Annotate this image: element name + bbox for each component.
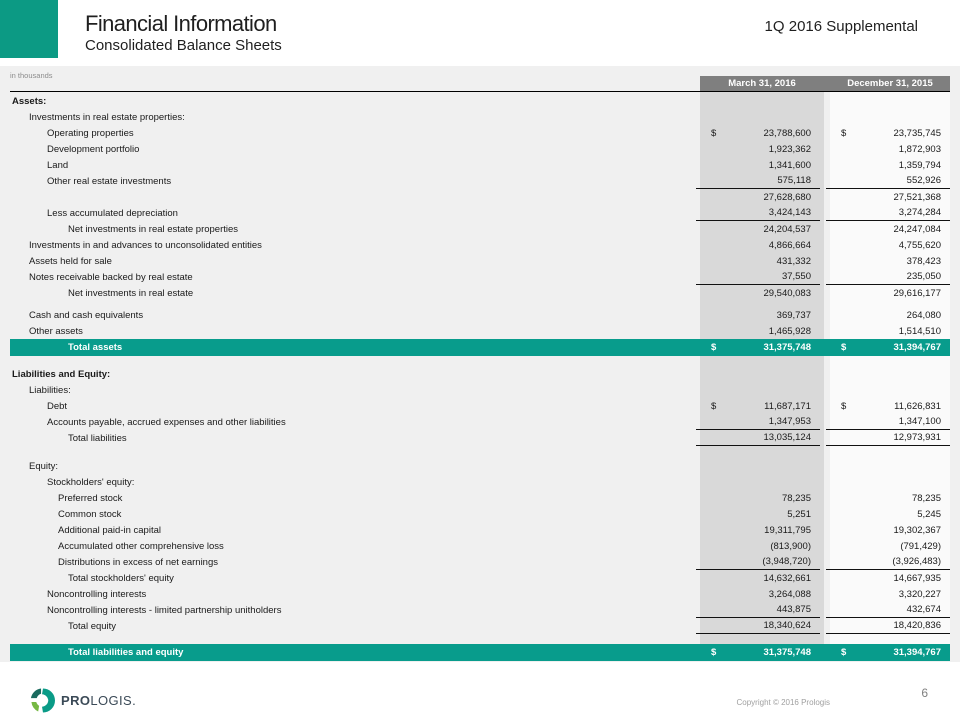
row-label: Other real estate investments (47, 175, 172, 187)
cell-amount: 3,424,143 (768, 207, 811, 218)
value-cell (696, 237, 820, 253)
value-cell (696, 307, 820, 323)
value-cell (696, 554, 820, 570)
value-cell (696, 430, 820, 446)
row-label: Net investments in real estate (68, 287, 194, 299)
value-cell (696, 602, 820, 618)
cell-amount: 1,341,600 (768, 159, 811, 171)
table-row (10, 602, 950, 618)
table-row (10, 398, 950, 414)
row-label: Development portfolio (47, 143, 140, 155)
value-cell (696, 398, 820, 414)
cell-amount: 1,872,903 (898, 143, 941, 155)
row-label: Accumulated other comprehensive loss (58, 540, 224, 552)
cell-amount: 3,320,227 (898, 588, 941, 600)
cell-amount: 235,050 (906, 271, 941, 282)
row-label: Total liabilities and equity (68, 647, 184, 658)
cell-amount: 4,755,620 (898, 239, 941, 251)
cell-amount: (791,429) (900, 540, 941, 552)
value-cell (826, 644, 950, 661)
value-cell (696, 323, 820, 339)
value-cell (696, 538, 820, 554)
row-label: Debt (47, 400, 68, 412)
prologis-logo-text (61, 693, 136, 708)
table-row (10, 366, 950, 382)
balance-sheet-table (0, 66, 960, 662)
value-cell (826, 506, 950, 522)
value-cell (826, 474, 950, 490)
value-cell (696, 285, 820, 301)
cell-amount: 11,687,171 (764, 400, 811, 412)
table-row (10, 618, 950, 634)
cell-amount: 3,274,284 (898, 207, 941, 218)
table-row (10, 141, 950, 157)
value-cell (696, 586, 820, 602)
cell-amount: 11,626,831 (894, 400, 941, 412)
value-cell (696, 474, 820, 490)
row-label: Total liabilities (68, 432, 127, 444)
value-cell (826, 157, 950, 173)
cell-amount: 3,264,088 (768, 588, 811, 600)
table-rows (10, 93, 950, 661)
table-row (10, 490, 950, 506)
cell-amount: 78,235 (781, 492, 811, 504)
value-cell (696, 221, 820, 237)
value-cell (826, 141, 950, 157)
value-cell (696, 269, 820, 285)
cell-amount: 552,926 (906, 175, 941, 186)
value-cell (826, 189, 950, 205)
cell-amount: 14,667,935 (893, 572, 941, 584)
currency-symbol: $ (711, 647, 717, 658)
cell-amount: 24,247,084 (893, 223, 941, 235)
table-row (10, 307, 950, 323)
cell-amount: 432,674 (906, 604, 941, 615)
value-cell (696, 141, 820, 157)
value-cell (696, 618, 820, 634)
copyright-text: Copyright © 2016 Prologis (736, 698, 830, 707)
currency-symbol: $ (841, 342, 847, 353)
column-header-march: March 31, 2016 (728, 78, 796, 89)
cell-amount: 1,514,510 (898, 325, 941, 337)
value-cell (696, 570, 820, 586)
row-label: Less accumulated depreciation (47, 207, 178, 219)
cell-amount: 18,420,836 (893, 620, 941, 631)
cell-amount: 19,302,367 (893, 524, 941, 536)
cell-amount: 1,923,362 (768, 143, 811, 155)
value-cell (826, 285, 950, 301)
table-row (10, 125, 950, 141)
row-label: Liabilities: (29, 384, 71, 396)
value-cell (696, 205, 820, 221)
cell-amount: 5,251 (787, 508, 811, 520)
row-label: Total stockholders' equity (68, 572, 174, 584)
cell-amount: 27,521,368 (893, 191, 941, 203)
value-cell (826, 269, 950, 285)
value-cell (696, 506, 820, 522)
value-cell (826, 307, 950, 323)
value-cell (826, 490, 950, 506)
cell-amount: 31,375,748 (763, 647, 811, 658)
table-row (10, 382, 950, 398)
row-label: Stockholders' equity: (47, 476, 135, 488)
value-cell (826, 414, 950, 430)
value-cell (826, 586, 950, 602)
cell-amount: 1,359,794 (898, 159, 941, 171)
value-cell (696, 253, 820, 269)
table-top-border (10, 91, 950, 92)
table-row (10, 173, 950, 189)
table-row (10, 285, 950, 301)
value-cell (696, 490, 820, 506)
page-subtitle: Consolidated Balance Sheets (85, 37, 282, 54)
table-row (10, 189, 950, 205)
cell-amount: 18,340,624 (763, 620, 811, 631)
cell-amount: 37,550 (781, 271, 811, 282)
currency-symbol: $ (841, 400, 847, 412)
row-label: Equity: (29, 460, 59, 472)
table-row (10, 554, 950, 570)
value-cell (826, 602, 950, 618)
table-spacer (10, 634, 950, 644)
table-row (10, 414, 950, 430)
row-label: Notes receivable backed by real estate (29, 271, 193, 283)
brand-square (0, 0, 58, 58)
value-cell (826, 109, 950, 125)
value-cell (826, 93, 950, 109)
currency-symbol: $ (711, 400, 717, 412)
value-cell (696, 458, 820, 474)
row-label: Noncontrolling interests - limited partnership unitholders (47, 604, 282, 616)
value-cell (696, 157, 820, 173)
currency-symbol: $ (711, 127, 717, 139)
cell-amount: 27,628,680 (763, 191, 811, 203)
cell-amount: 1,347,953 (768, 416, 811, 427)
currency-symbol: $ (841, 647, 847, 658)
cell-amount: 78,235 (911, 492, 941, 504)
row-label: Other assets (29, 325, 83, 337)
value-cell (826, 382, 950, 398)
value-cell (826, 538, 950, 554)
currency-symbol: $ (841, 127, 847, 139)
cell-amount: 31,394,767 (893, 342, 941, 353)
table-row (10, 221, 950, 237)
value-cell (696, 189, 820, 205)
cell-amount: 13,035,124 (763, 432, 811, 443)
row-label: Liabilities and Equity: (12, 368, 111, 380)
value-cell (696, 522, 820, 538)
value-cell (696, 366, 820, 382)
cell-amount: 5,245 (917, 508, 941, 520)
value-cell (826, 398, 950, 414)
cell-amount: 369,737 (776, 309, 811, 321)
value-cell (826, 237, 950, 253)
cell-amount: 29,616,177 (893, 287, 941, 299)
value-cell (826, 430, 950, 446)
cell-amount: 4,866,664 (768, 239, 811, 251)
value-cell (826, 173, 950, 189)
table-row (10, 157, 950, 173)
table-row (10, 237, 950, 253)
row-label: Preferred stock (58, 492, 123, 504)
cell-amount: 575,118 (777, 175, 811, 186)
value-cell (826, 339, 950, 356)
table-row (10, 253, 950, 269)
cell-amount: 378,423 (906, 255, 941, 267)
row-label: Cash and cash equivalents (29, 309, 144, 321)
value-cell (696, 644, 820, 661)
page-number: 6 (921, 686, 928, 700)
value-cell (696, 173, 820, 189)
total-row (10, 339, 950, 356)
table-row (10, 538, 950, 554)
row-label: Additional paid-in capital (58, 524, 161, 536)
prologis-logo (30, 688, 136, 713)
cell-amount: 23,788,600 (763, 127, 811, 139)
cell-amount: 29,540,083 (763, 287, 811, 299)
table-row (10, 323, 950, 339)
cell-amount: 1,465,928 (768, 325, 811, 337)
row-label: Assets: (12, 95, 47, 107)
cell-amount: 24,204,537 (763, 223, 811, 235)
value-cell (696, 93, 820, 109)
cell-amount: 23,735,745 (893, 127, 941, 139)
cell-amount: (3,948,720) (762, 556, 811, 567)
value-cell (826, 323, 950, 339)
value-cell (826, 458, 950, 474)
row-label: Net investments in real estate properties (68, 223, 239, 235)
table-row (10, 570, 950, 586)
table-row (10, 586, 950, 602)
cell-amount: 443,875 (776, 604, 811, 615)
row-label: Total assets (68, 342, 123, 353)
row-label: Noncontrolling interests (47, 588, 147, 600)
table-row (10, 522, 950, 538)
value-cell (826, 221, 950, 237)
value-cell (696, 109, 820, 125)
value-cell (826, 366, 950, 382)
currency-symbol: $ (711, 342, 717, 353)
logo-text-bold: PRO (61, 693, 91, 708)
value-cell (826, 554, 950, 570)
table-row (10, 458, 950, 474)
value-cell (696, 125, 820, 141)
table-row (10, 93, 950, 109)
table-row (10, 430, 950, 446)
table-spacer (10, 356, 950, 366)
cell-amount: 12,973,931 (893, 432, 941, 443)
cell-amount: 431,332 (776, 255, 811, 267)
cell-amount: 14,632,661 (763, 572, 811, 584)
value-cell (826, 570, 950, 586)
total-row (10, 644, 950, 661)
table-row (10, 506, 950, 522)
row-label: Accounts payable, accrued expenses and other liabilities (47, 416, 286, 428)
value-cell (826, 125, 950, 141)
row-label: Land (47, 159, 69, 171)
row-label: Distributions in excess of net earnings (58, 556, 218, 568)
table-row (10, 109, 950, 125)
value-cell (826, 522, 950, 538)
table-row (10, 474, 950, 490)
table-row (10, 205, 950, 221)
footer (0, 662, 960, 720)
row-label: Assets held for sale (29, 255, 112, 267)
cell-amount: 19,311,795 (764, 524, 811, 536)
value-cell (696, 339, 820, 356)
cell-amount: (813,900) (770, 540, 811, 552)
logo-text-rest: LOGIS. (90, 693, 137, 708)
value-cell (696, 414, 820, 430)
value-cell (826, 618, 950, 634)
column-header-december: December 31, 2015 (847, 78, 933, 89)
row-label: Common stock (58, 508, 122, 520)
table-spacer (10, 446, 950, 458)
value-cell (826, 205, 950, 221)
row-label: Investments in and advances to unconsolidated entities (29, 239, 262, 251)
value-cell (826, 253, 950, 269)
cell-amount: 1,347,100 (898, 416, 941, 427)
supplemental-label: 1Q 2016 Supplemental (764, 18, 918, 35)
units-label: in thousands (10, 71, 53, 80)
prologis-globe-icon (30, 688, 55, 713)
cell-amount: 264,080 (906, 309, 941, 321)
row-label: Total equity (68, 620, 117, 632)
row-label: Operating properties (47, 127, 134, 139)
cell-amount: 31,394,767 (893, 647, 941, 658)
column-header-bar (700, 76, 950, 92)
cell-amount: 31,375,748 (763, 342, 811, 353)
cell-amount: (3,926,483) (892, 556, 941, 567)
value-cell (696, 382, 820, 398)
row-label: Investments in real estate properties: (29, 111, 185, 123)
table-row (10, 269, 950, 285)
page-title: Financial Information (85, 11, 277, 36)
